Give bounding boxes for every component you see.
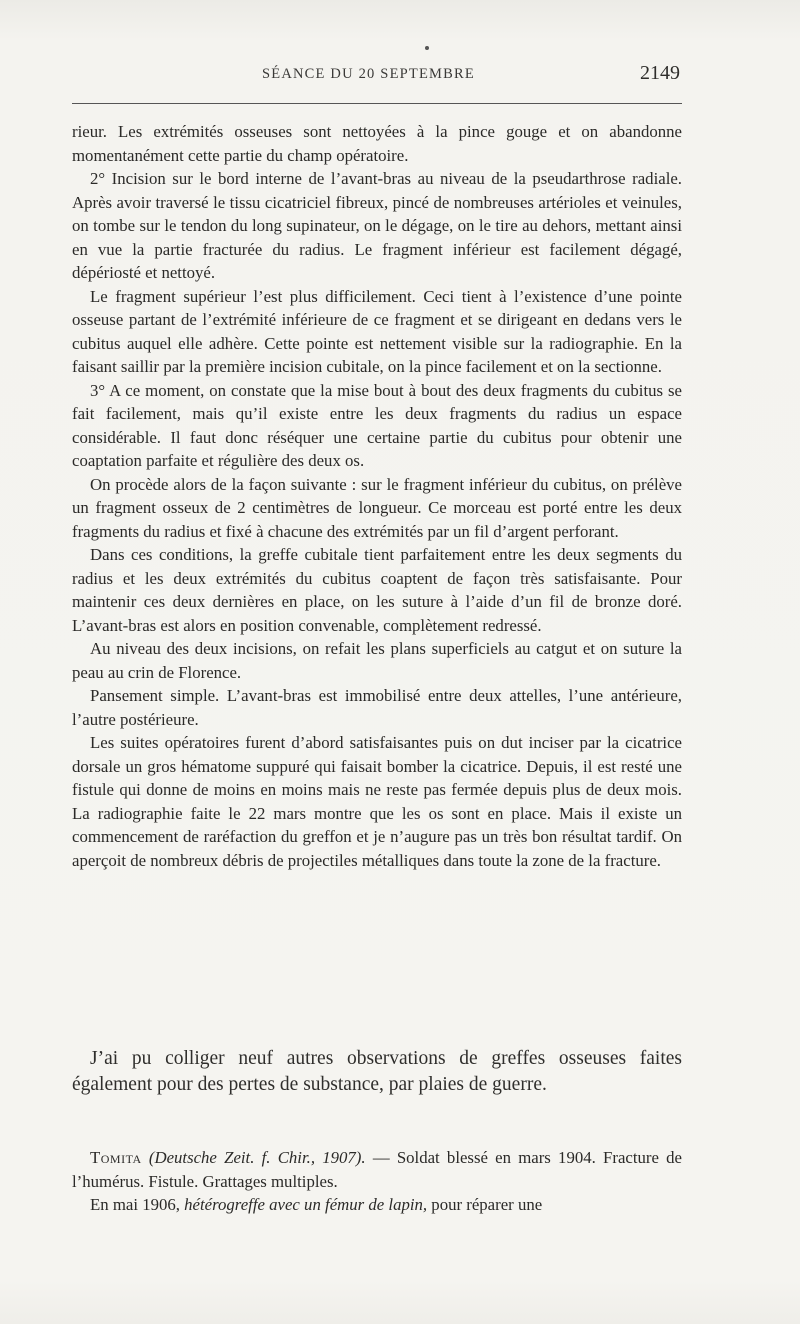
paragraph: Au niveau des deux incisions, on refait les plans superficiels au catgut et on suture la peau au crin de Florence. — [72, 639, 682, 682]
case-line-start: En mai 1906, — [90, 1195, 185, 1214]
paragraph: Les suites opératoires furent d’abord satisfaisantes puis on dut inciser par la cicatrice dorsale un gros hématome suppuré qui faisait bomber la cicatrice. Depuis, il est resté une fistule qui donne de moins en moins mais ne reste pas fermée depuis plus de deux mois. La radiographie faite le 22 mars montre que les os sont en place. Mais il existe un commencement de raréfaction du greffon et je n’augure pas un très bon résultat tardif. On aperçoit de nombreux débris de projectiles métalliques dans toute la zone de la fracture. — [72, 733, 682, 870]
paragraph: On procède alors de la façon suivante : sur le fragment inférieur du cubitus, on prélève un fragment osseux de 2 centimètres de longueur. Ce morceau est porté entre les deux fragments du radius et fixé à chacune des extrémités par un fil d’argent perforant. — [72, 474, 682, 541]
header-rule — [72, 103, 682, 104]
lead-paragraph: J’ai pu colliger neuf autres observations de greffes osseuses faites également pour des pertes de substance, par plaies de guerre. — [72, 1048, 682, 1095]
case-observation — [72, 1146, 682, 1217]
paragraph: 3° A ce moment, on constate que la mise bout à bout des deux fragments du cubitus se fait facilement, mais qu’il existe entre les deux fragments du radius un espace considérable. Il faut donc réséquer une certaine partie du cubitus pour obtenir une coaptation parfaite et régulière des deux os. — [72, 380, 682, 470]
print-speck — [425, 46, 429, 50]
case-citation: (Deutsche Zeit. f. Chir., 1907). — [148, 1148, 366, 1167]
running-title: SÉANCE DU 20 SEPTEMBRE — [262, 66, 475, 82]
case-summary: — Soldat blessé en mars 1904. Fracture de l’humérus. Fistule. Grattages multiples. — [72, 1148, 683, 1191]
paragraph: Pansement simple. L’avant-bras est immobilisé entre deux attelles, l’une antérieure, l’autre postérieure. — [72, 686, 682, 729]
case-line-end: pour réparer une — [427, 1195, 543, 1214]
paragraph: Le fragment supérieur l’est plus difficilement. Ceci tient à l’existence d’une pointe osseuse partant de l’extrémité inférieure de ce fragment et se dirigeant en dedans vers le cubitus auquel elle adhère. Cette pointe est nettement visible sur la radiographie. En la faisant saillir par la première incision cubitale, on la pince facilement et on la sectionne. — [72, 286, 682, 376]
paragraph: rieur. Les extrémités osseuses sont nettoyées à la pince gouge et on abandonne momentanément cette partie du champ opératoire. — [72, 122, 682, 165]
case-line-italic: hétérogreffe avec un fémur de lapin, — [184, 1195, 428, 1214]
page-number: 2149 — [640, 62, 680, 84]
running-head — [72, 64, 682, 88]
case-paragraph — [72, 1146, 682, 1193]
case-paragraph — [72, 1193, 682, 1217]
case-author: Tomita — [90, 1148, 142, 1167]
paragraph: Dans ces conditions, la greffe cubitale tient parfaitement entre les deux segments du radius et les deux extrémités du cubitus coaptent de façon très satisfaisante. Pour maintenir ces deux dernières en place, on les suture à l’aide d’un fil de bronze doré. L’avant-bras est alors en position convenable, complètement redressé. — [72, 545, 682, 635]
body-text — [72, 120, 682, 872]
paragraph: 2° Incision sur le bord interne de l’avant-bras au niveau de la pseudarthrose radiale. Après avoir traversé le tissu cicatriciel fibreux, pincé de nombreuses artérioles et veinules, on tombe sur le tendon du long supinateur, on le dégage, on le tire au dehors, mettant ainsi en vue la partie fracturée du radius. Le fragment inférieur est facilement dégagé, dépériosté et nettoyé. — [72, 169, 682, 282]
